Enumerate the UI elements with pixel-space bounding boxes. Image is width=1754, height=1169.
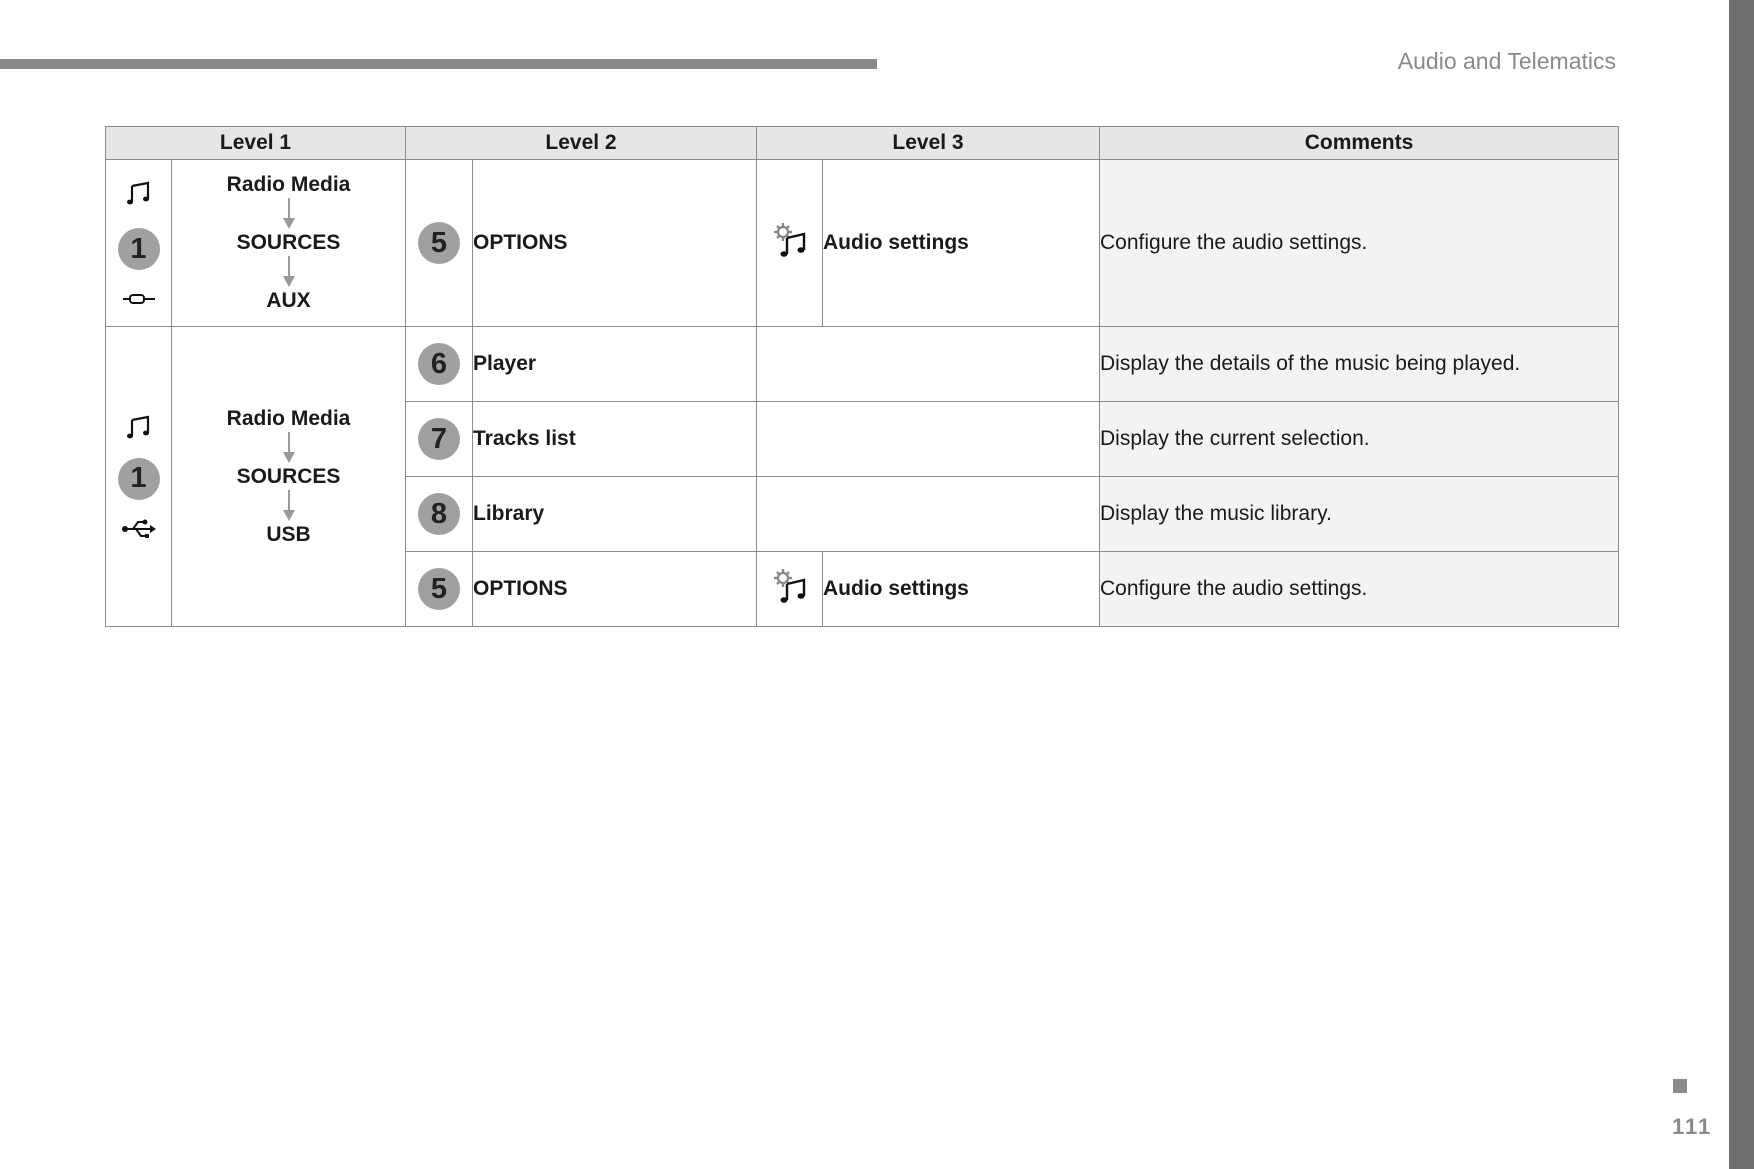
header-level-2: Level 2	[406, 127, 757, 160]
step-badge: 5	[418, 568, 460, 610]
level3-icon-cell	[757, 552, 823, 627]
level1-icons-cell	[106, 327, 172, 627]
comment-cell: Display the details of the music being played.	[1100, 327, 1619, 402]
music-note-icon	[126, 180, 152, 206]
level1-path-cell	[172, 327, 406, 627]
step-badge: 1	[118, 228, 160, 270]
table-row	[106, 160, 1619, 327]
level1-icons-cell	[106, 160, 172, 327]
audio-settings-icon	[773, 568, 807, 604]
comment-cell: Display the music library.	[1100, 477, 1619, 552]
music-note-icon	[126, 414, 152, 440]
path-step-radio-media: Radio Media	[226, 173, 351, 196]
step-badge: 1	[118, 458, 160, 500]
step-badge: 6	[418, 343, 460, 385]
level2-label: OPTIONS	[473, 160, 757, 327]
comment-cell: Display the current selection.	[1100, 402, 1619, 477]
header-rule	[0, 59, 877, 69]
path-step-sources: SOURCES	[236, 231, 341, 254]
level2-badge-cell	[406, 402, 473, 477]
arrow-down-icon	[281, 432, 297, 464]
level3-icon-cell	[757, 160, 823, 327]
step-badge: 5	[418, 222, 460, 264]
level2-label: Player	[473, 327, 757, 402]
path-step-sources: SOURCES	[236, 464, 341, 488]
audio-settings-icon	[773, 222, 807, 258]
level3-label: Audio settings	[823, 552, 1100, 627]
comment-cell: Configure the audio settings.	[1100, 552, 1619, 627]
path-step-radio-media: Radio Media	[226, 406, 351, 430]
level3-empty-cell	[757, 402, 1100, 477]
level2-badge-cell	[406, 552, 473, 627]
level2-badge-cell	[406, 160, 473, 327]
level2-badge-cell	[406, 477, 473, 552]
level2-badge-cell	[406, 327, 473, 402]
arrow-down-icon	[281, 490, 297, 522]
table-row	[106, 327, 1619, 402]
arrow-down-icon	[281, 256, 297, 288]
section-title: Audio and Telematics	[1397, 48, 1616, 74]
level3-empty-cell	[757, 327, 1100, 402]
level2-label: OPTIONS	[473, 552, 757, 627]
level2-label: Tracks list	[473, 402, 757, 477]
page-number: 111	[1672, 1114, 1713, 1139]
page-marker-square	[1673, 1079, 1687, 1093]
comment-cell: Configure the audio settings.	[1100, 160, 1619, 327]
usb-icon	[121, 518, 157, 540]
step-badge: 7	[418, 418, 460, 460]
level3-label: Audio settings	[823, 160, 1100, 327]
table-header-row	[106, 127, 1619, 160]
arrow-down-icon	[281, 198, 297, 230]
path-step-aux: AUX	[266, 289, 311, 312]
page-edge-tab	[1729, 0, 1754, 1169]
aux-cable-icon	[122, 292, 156, 306]
level2-label: Library	[473, 477, 757, 552]
header-comments: Comments	[1100, 127, 1619, 160]
path-step-usb: USB	[266, 522, 311, 546]
menu-table	[105, 126, 1619, 627]
header-level-3: Level 3	[757, 127, 1100, 160]
level1-path-cell	[172, 160, 406, 327]
level3-empty-cell	[757, 477, 1100, 552]
step-badge: 8	[418, 493, 460, 535]
header-level-1: Level 1	[106, 127, 406, 160]
